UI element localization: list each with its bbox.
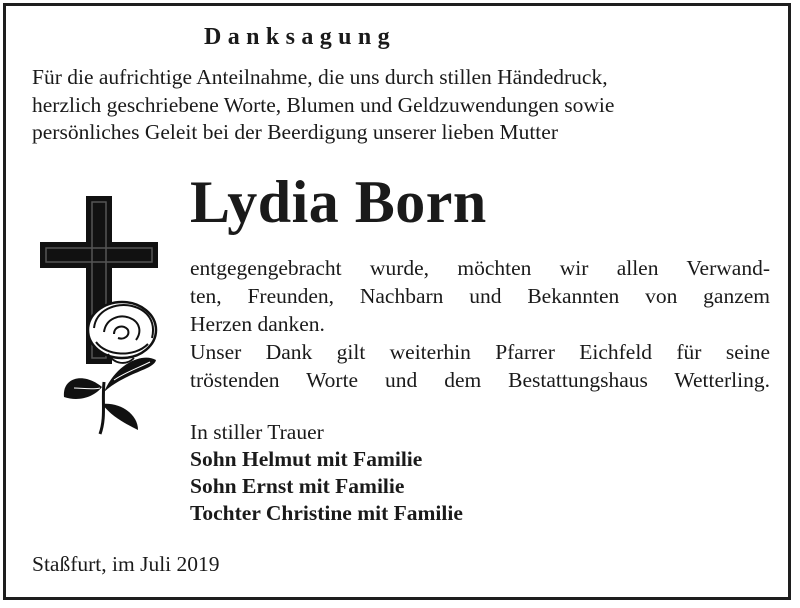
intro-line: persönliches Geleit bei der Beerdigung unserer lieben Mutter: [32, 120, 558, 144]
body-line: tröstenden Worte und dem Bestattungshaus Wetterling.: [190, 368, 770, 392]
signer-name: Tochter Christine mit Familie: [190, 501, 463, 525]
notice-heading: Danksagung: [203, 24, 397, 50]
body-line: Herzen danken.: [190, 312, 325, 336]
signer-name: Sohn Helmut mit Familie: [190, 447, 423, 471]
place-date: Staßfurt, im Juli 2019: [32, 552, 220, 576]
body-line: entgegengebracht wurde, möchten wir allen Verwand-: [190, 256, 770, 280]
intro-line: herzlich geschriebene Worte, Blumen und Geldzuwendungen sowie: [32, 92, 615, 117]
body-paragraph: [190, 254, 770, 394]
signer-name: Sohn Ernst mit Familie: [190, 474, 405, 498]
deceased-name: Lydia Born: [190, 169, 487, 235]
intro-paragraph: [32, 64, 772, 147]
signature-block: [190, 419, 463, 527]
rose-icon: [64, 302, 156, 434]
body-line: ten, Freunden, Nachbarn und Bekannten von ganzem: [190, 284, 770, 308]
intro-line: Für die aufrichtige Anteilnahme, die uns durch stillen Händedruck,: [32, 65, 608, 89]
cross-with-rose-illustration: [34, 192, 174, 437]
body-line: Unser Dank gilt weiterhin Pfarrer Eichfeld für seine: [190, 340, 770, 364]
signoff-text: In stiller Trauer: [190, 420, 324, 444]
